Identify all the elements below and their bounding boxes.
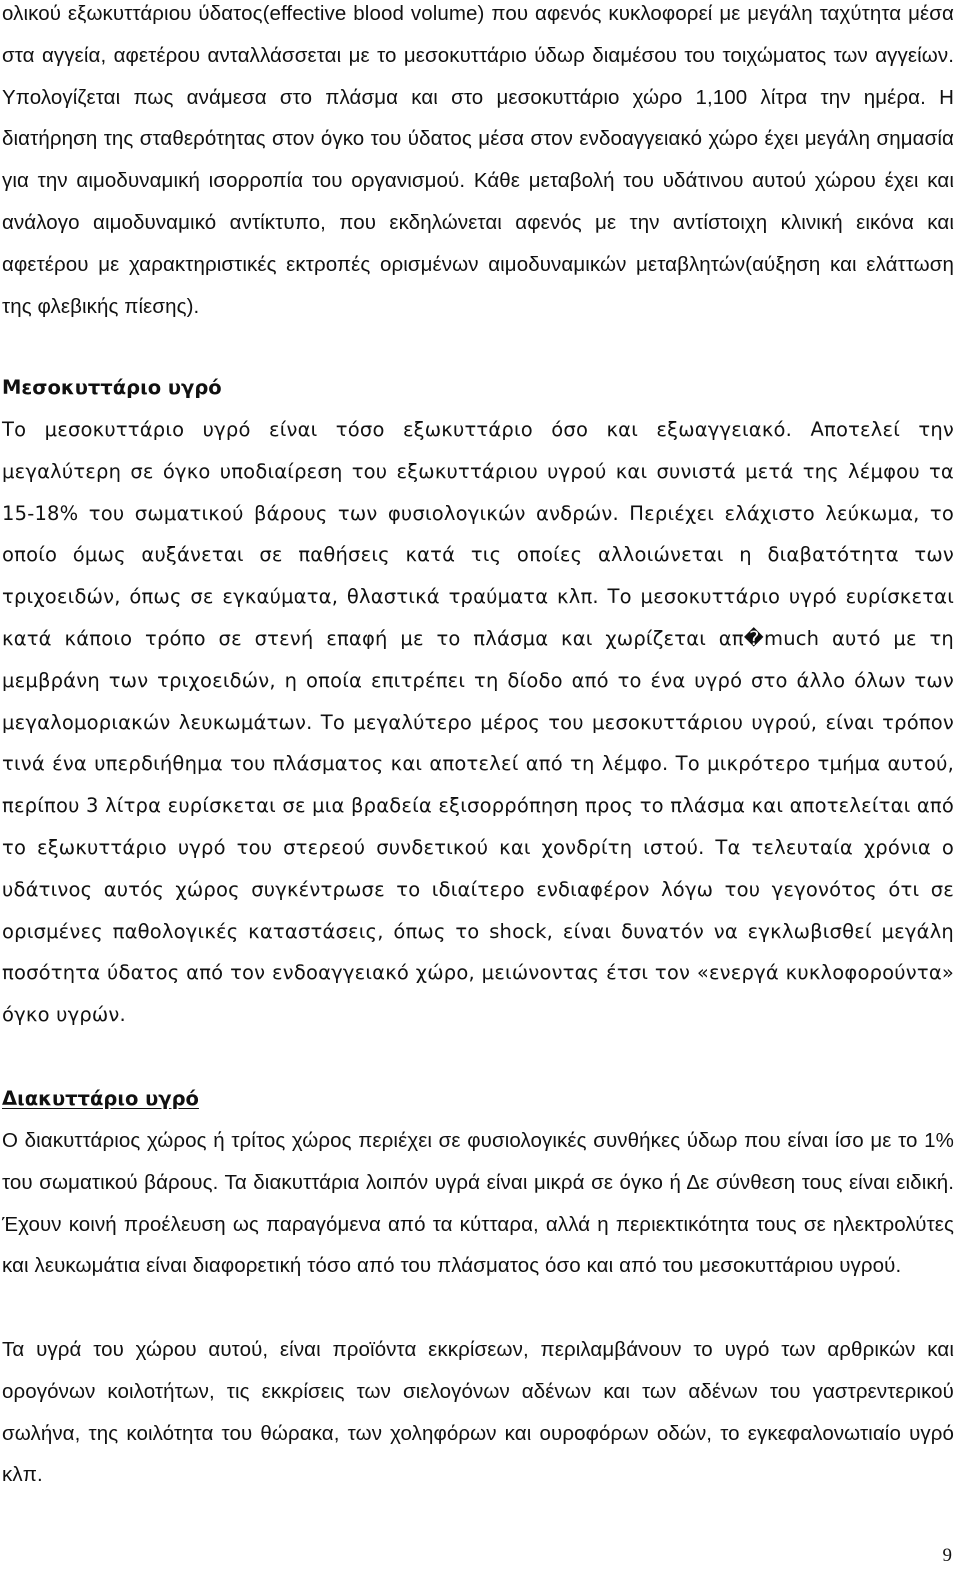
heading-interstitial-fluid: Μεσοκυττάριο υγρό bbox=[2, 376, 222, 399]
heading-transcellular-text: Διακυττάριο υγρό bbox=[2, 1087, 199, 1110]
paragraph-effective-blood-volume: ολικού εξωκυττάριου ύδατος(effective blood volume) που αφενός κυκλοφορεί με μεγάλη ταχύτητα μέσα στα αγγεία, αφετέρου ανταλλάσσεται με το μεσοκυττάριο ύδωρ διαμέσου του τοιχώματος των αγγείων. Υπολογίζεται πως ανάμεσα στο πλάσμα και στο μεσοκυττάριο χώρο 1,100 λίτρα την ημέρα. Η διατήρηση της σταθερότητας στον όγκο του ύδατος μέσα στον ενδοαγγειακό χώρο έχει μεγάλη σημασία για την αιμοδυναμική ισορροπία του οργανισμού. Κάθε μεταβολή του υδάτινου αυτού χώρου έχει και ανάλογο αιμοδυναμικό αντίκτυπο, που εκδηλώνεται αφενός με την αντίστοιχη κλινική εικόνα και αφετέρου με χαρακτηριστικές εκτροπές ορισμένων αιμοδυναμικών μεταβλητών(αύξηση και ελάττωση της φλεβικής πίεσης). bbox=[2, 2, 954, 318]
paragraph-transcellular-space: Ο διακυττάριος χώρος ή τρίτος χώρος περιέχει σε φυσιολογικές συνθήκες ύδωρ που είναι ίσο με το 1% του σωματικού βάρους. Τα διακυττάρια λοιπόν υγρά είναι μικρά σε όγκο ή Δε σύνθεση τους είναι ειδική. Έχουν κοινή προέλευση ως παραγόμενα από τα κύτταρα, αλλά η περιεκτικότητα τους σε ηλεκτρολύτες και λευκωμάτια είναι διαφορετική τόσο από του πλάσματος όσο και από του μεσοκυττάριου υγρού. bbox=[2, 1129, 954, 1278]
heading-transcellular-fluid bbox=[2, 1078, 199, 1120]
page-number: 9 bbox=[942, 1545, 952, 1566]
paragraph-interstitial-fluid: Το μεσοκυττάριο υγρό είναι τόσο εξωκυττάριο όσο και εξωαγγειακό. Αποτελεί την μεγαλύτερη σε όγκο υποδιαίρεση του εξωκυττάριου υγρού και συνιστά μετά της λέμφου τα 15-18% του σωματικού βάρους των φυσιολογικών ανδρών. Περιέχει ελάχιστο λεύκωμα, το οποίο όμως αυξάνεται σε παθήσεις κατά τις οποίες αλλοιώνεται η διαβατότητα των τριχοειδών, όπως σε εγκαύματα, θλαστικά τραύματα κλπ. Το μεσοκυττάριο υγρό ευρίσκεται κατά κάποιο τρόπο σε στενή επαφή με το πλάσμα και χωρίζεται απ�much αυτό με τη μεμβράνη των τριχοειδών, η οποία επιτρέπει τη δίοδο από το ένα υγρό στο άλλο όλων των μεγαλομοριακών λευκωμάτων. Το μεγαλύτερο μέρος του μεσοκυττάριου υγρού, είναι τρόπον τινά ένα υπερδιήθημα του πλάσματος και αποτελεί από τη λέμφο. Το μικρότερο τμήμα αυτού, περίπου 3 λίτρα ευρίσκεται σε μια βραδεία εξισορρόπηση προς το πλάσμα και αποτελείται από το εξωκυττάριο υγρό του στερεού συνδετικού και χονδρίτη ιστού. Τα τελευταία χρόνια ο υδάτινος αυτός χώρος συγκέντρωσε το ιδιαίτερο ενδιαφέρον λόγω του γεγονότος ότι σε ορισμένες παθολογικές καταστάσεις, όπως το shock, είναι δυνατόν να εγκλωβισθεί μεγάλη ποσότητα ύδατος από τον ενδοαγγειακό χώρο, μειώνοντας έτσι τον «ενεργά κυκλοφορούντα» όγκο υγρών. bbox=[2, 418, 954, 1027]
paragraph-transcellular-secretions: Τα υγρά του χώρου αυτού, είναι προϊόντα εκκρίσεων, περιλαμβάνουν το υγρό των αρθρικών και ορογόνων κοιλοτήτων, τις εκκρίσεις των σιελογόνων αδένων και των αδένων του γαστρεντερικού σωλήνα, της κοιλότητα του θώρακα, των χοληφόρων και ουροφόρων οδών, το εγκεφαλονωτιαίο υγρό κλπ. bbox=[2, 1338, 954, 1487]
